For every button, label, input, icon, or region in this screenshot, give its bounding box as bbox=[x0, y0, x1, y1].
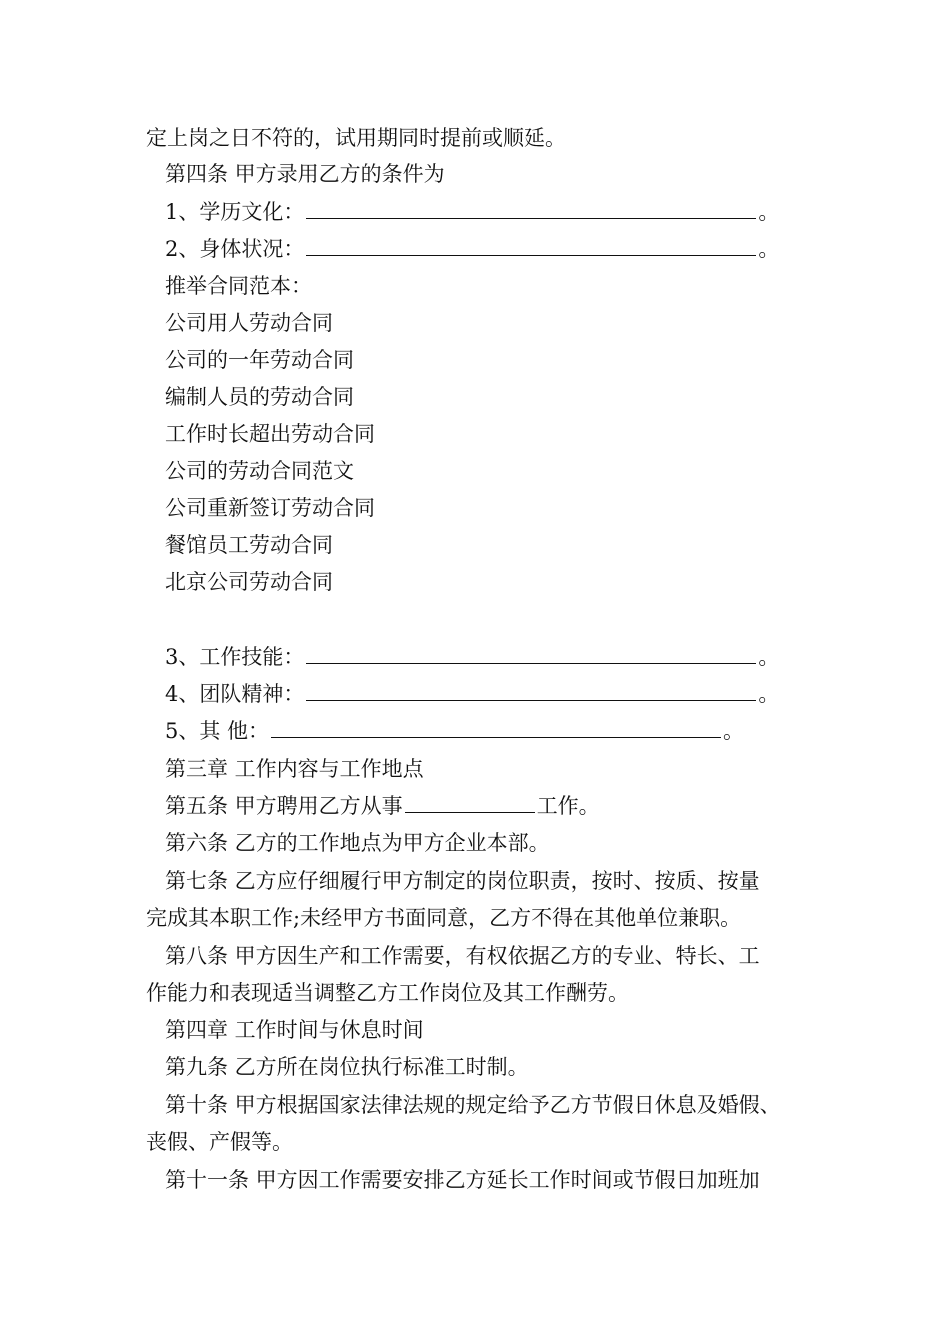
paragraph-line: 定上岗之日不符的，试用期同时提前或顺延。 bbox=[146, 126, 566, 150]
article-10-line-2: 丧假、产假等。 bbox=[146, 1130, 293, 1154]
fill-in-blank bbox=[306, 680, 756, 701]
article-7-line-1: 第七条 乙方应仔细履行甲方制定的岗位职责，按时、按质、按量 bbox=[165, 869, 760, 893]
chapter-4-heading: 第四章 工作时间与休息时间 bbox=[165, 1018, 424, 1042]
condition-label: 3、工作技能： bbox=[165, 645, 305, 669]
fill-in-blank bbox=[271, 717, 721, 738]
fill-in-blank bbox=[306, 643, 756, 664]
condition-label: 1、学历文化： bbox=[165, 200, 305, 224]
condition-4 bbox=[165, 680, 779, 708]
article-6: 第六条 乙方的工作地点为甲方企业本部。 bbox=[165, 831, 550, 855]
condition-5 bbox=[165, 717, 744, 745]
fill-in-blank bbox=[405, 792, 535, 813]
chapter-3-heading: 第三章 工作内容与工作地点 bbox=[165, 757, 424, 781]
recommend-link[interactable]: 公司的劳动合同范文 bbox=[165, 459, 354, 483]
article-text: 工作。 bbox=[536, 794, 600, 818]
condition-end: 。 bbox=[758, 682, 780, 706]
article-text: 第五条 甲方聘用乙方从事 bbox=[165, 794, 403, 818]
article-7-line-2: 完成其本职工作;未经甲方书面同意，乙方不得在其他单位兼职。 bbox=[146, 906, 742, 930]
article-8-line-1: 第八条 甲方因生产和工作需要，有权依据乙方的专业、特长、工 bbox=[165, 944, 760, 968]
recommend-link[interactable]: 工作时长超出劳动合同 bbox=[165, 422, 375, 446]
article-11-line-1: 第十一条 甲方因工作需要安排乙方延长工作时间或节假日加班加 bbox=[165, 1168, 760, 1192]
article-9: 第九条 乙方所在岗位执行标准工时制。 bbox=[165, 1055, 529, 1079]
condition-3 bbox=[165, 643, 779, 671]
condition-label: 2、身体状况： bbox=[165, 237, 305, 261]
condition-2 bbox=[165, 235, 779, 263]
fill-in-blank bbox=[306, 235, 756, 256]
article-10-line-1: 第十条 甲方根据国家法律法规的规定给予乙方节假日休息及婚假、 bbox=[165, 1093, 781, 1117]
recommend-title: 推举合同范本： bbox=[165, 274, 312, 298]
recommend-link[interactable]: 编制人员的劳动合同 bbox=[165, 385, 354, 409]
recommend-link[interactable]: 公司用人劳动合同 bbox=[165, 311, 333, 335]
article-8-line-2: 作能力和表现适当调整乙方工作岗位及其工作酬劳。 bbox=[146, 981, 629, 1005]
condition-end: 。 bbox=[758, 200, 780, 224]
recommend-link[interactable]: 公司的一年劳动合同 bbox=[165, 348, 354, 372]
article-5 bbox=[165, 792, 600, 820]
condition-end: 。 bbox=[758, 237, 780, 261]
recommend-link[interactable]: 餐馆员工劳动合同 bbox=[165, 533, 333, 557]
fill-in-blank bbox=[306, 198, 756, 219]
recommend-link[interactable]: 公司重新签订劳动合同 bbox=[165, 496, 375, 520]
condition-end: 。 bbox=[758, 645, 780, 669]
condition-end: 。 bbox=[723, 719, 745, 743]
condition-label: 4、团队精神： bbox=[165, 682, 305, 706]
recommend-link[interactable]: 北京公司劳动合同 bbox=[165, 570, 333, 594]
condition-label: 5、其 他： bbox=[165, 719, 270, 743]
condition-1 bbox=[165, 198, 779, 226]
article-4-heading: 第四条 甲方录用乙方的条件为 bbox=[165, 162, 445, 186]
